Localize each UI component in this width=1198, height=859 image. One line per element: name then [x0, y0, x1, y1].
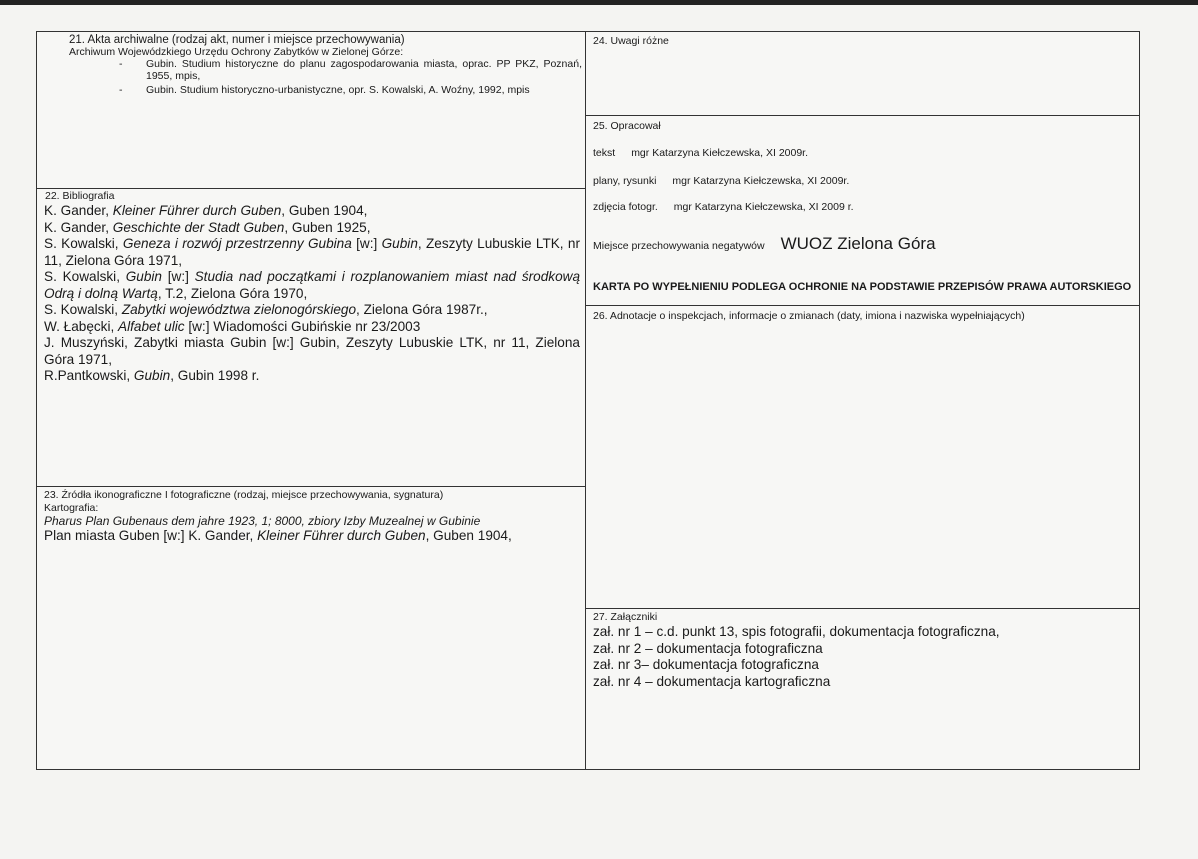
section-23-sub: Kartografia: — [44, 502, 99, 514]
section-27-label: 27. Załączniki — [593, 611, 658, 623]
source-line: Plan miasta Guben [w:] K. Gander, Kleiner Führer durch Guben, Guben 1904, — [44, 528, 512, 543]
divider-26-27 — [586, 608, 1140, 609]
section-26-label: 26. Adnotacje o inspekcjach, informacje o zmianach (daty, imiona i nazwiska wypełniających) — [593, 310, 1025, 322]
divider-21-22 — [36, 188, 586, 189]
divider-25-26 — [586, 305, 1140, 306]
bib-entry: W. Łabęcki, Alfabet ulic [w:] Wiadomości Gubińskie nr 23/2003 — [44, 318, 421, 334]
section-23-label: 23. Źródła ikonograficzne I fotograficzne (rodzaj, miejsce przechowywania, sygnatura) — [44, 489, 444, 501]
section-25-label: 25. Opracował — [593, 120, 661, 132]
section-25 — [593, 120, 1133, 132]
author-text-row: tekst mgr Katarzyna Kiełczewska, XI 2009r. — [593, 147, 809, 159]
list-item: zał. nr 3– dokumentacja fotograficzna — [593, 657, 819, 672]
section-21-list — [36, 58, 584, 96]
source-line: Pharus Plan Gubenaus dem jahre 1923, 1; 8000, zbiory Izby Muzealnej w Gubinie — [44, 514, 481, 528]
list-item: zał. nr 2 – dokumentacja fotograficzna — [593, 640, 823, 656]
bib-entry: R.Pantkowski, Gubin, Gubin 1998 r. — [44, 368, 260, 383]
section-21 — [69, 34, 583, 46]
negatives-location-row: Miejsce przechowywania negatywów WUOZ Zielona Góra — [593, 234, 936, 253]
section-21-label: 21. Akta archiwalne (rodzaj akt, numer i miejsce przechowywania) — [69, 34, 405, 46]
column-divider — [585, 31, 586, 770]
divider-22-23 — [36, 486, 586, 487]
bib-entry: S. Kowalski, Geneza i rozwój przestrzenny Gubina [w:] Gubin, Zeszyty Lubuskie LTK, nr 11, Zielona Góra 1971, — [44, 236, 581, 268]
bibliography-list — [44, 203, 580, 385]
section-22-label: 22. Bibliografia — [45, 190, 115, 202]
list-item: - Gubin. Studium historyczno-urbanistyczne, opr. S. Kowalski, A. Woźny, 1992, mpis — [36, 84, 584, 96]
list-item: zał. nr 4 – dokumentacja kartograficzna — [593, 673, 831, 689]
bib-entry: J. Muszyński, Zabytki miasta Gubin [w:] Gubin, Zeszyty Lubuskie LTK, nr 11, Zielona Góra 1971, — [44, 335, 580, 367]
bib-entry: K. Gander, Geschichte der Stadt Guben, Guben 1925, — [44, 219, 371, 235]
section-21-content — [69, 46, 583, 58]
scan-top-edge — [0, 0, 1198, 5]
list-item: zał. nr 1 – c.d. punkt 13, spis fotografii, dokumentacja fotograficzna, — [593, 624, 1000, 639]
bib-entry: K. Gander, Kleiner Führer durch Guben, Guben 1904, — [44, 203, 368, 218]
author-photos-row: zdjęcia fotogr. mgr Katarzyna Kiełczewska, XI 2009 r. — [593, 201, 854, 213]
section-21-intro: Archiwum Wojewódzkiego Urzędu Ochrony Zabytków w Zielonej Górze: — [69, 46, 404, 58]
copyright-notice: KARTA PO WYPEŁNIENIU PODLEGA OCHRONIE NA PODSTAWIE PRZEPISÓW PRAWA AUTORSKIEGO — [593, 281, 1132, 293]
section-23 — [44, 489, 580, 545]
divider-24-25 — [586, 115, 1140, 116]
bib-entry: S. Kowalski, Zabytki województwa zielonogórskiego, Zielona Góra 1987r., — [44, 302, 488, 317]
section-22 — [44, 190, 580, 385]
section-26 — [593, 310, 1133, 322]
attachments-list — [593, 624, 1133, 690]
list-item: - Gubin. Studium historyczne do planu zagospodarowania miasta, oprac. PP PKZ, Poznań, 1955, mpis, — [36, 58, 584, 82]
bib-entry: S. Kowalski, Gubin [w:] Studia nad początkami i rozplanowaniem miast nad środkową Odrą i dolną Wartą, T.2, Zielona Góra 1970, — [44, 269, 581, 301]
author-plans-row: plany, rysunki mgr Katarzyna Kiełczewska, XI 2009r. — [593, 175, 850, 187]
section-24 — [593, 35, 1133, 47]
section-27 — [593, 611, 1133, 690]
section-24-label: 24. Uwagi różne — [593, 35, 669, 47]
